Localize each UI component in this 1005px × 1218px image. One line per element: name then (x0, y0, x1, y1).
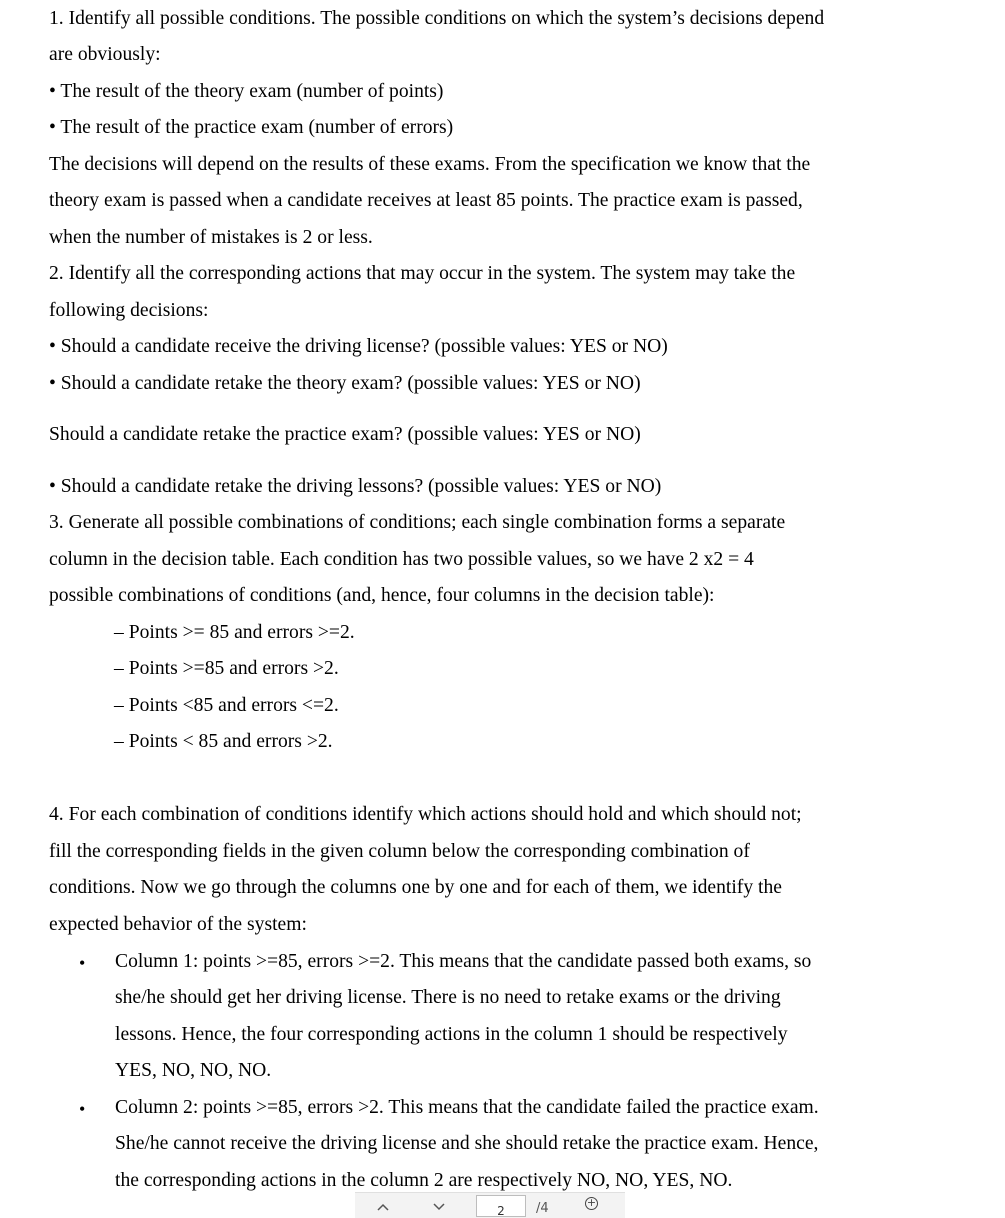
section-2-practice-line: Should a candidate retake the practice exam? (possible values: YES or NO) (49, 424, 641, 445)
page-number-input[interactable]: 2 (476, 1195, 526, 1217)
section-1-heading-cont: are obviously: (49, 44, 161, 65)
column-1-line: she/he should get her driving license. There is no need to retake exams or the driving (115, 987, 781, 1008)
column-2-line: the corresponding actions in the column 2 are respectively NO, NO, YES, NO. (115, 1170, 733, 1191)
combination-item: – Points >=85 and errors >2. (114, 658, 339, 679)
section-1-bullet-practice: • The result of the practice exam (number of errors) (49, 117, 454, 138)
section-3-line: column in the decision table. Each condition has two possible values, so we have 2 x2 = 4 (49, 549, 754, 570)
section-2-heading-cont: following decisions: (49, 300, 209, 321)
chevron-up-icon[interactable] (377, 1201, 389, 1215)
bullet-icon: • (79, 953, 86, 973)
combination-item: – Points <85 and errors <=2. (114, 695, 339, 716)
column-2-line: She/he cannot receive the driving license and she should retake the practice exam. Hence, (115, 1133, 819, 1154)
zoom-in-icon[interactable]: + (586, 1196, 597, 1209)
pdf-viewer-toolbar (355, 1192, 625, 1218)
column-2-line: Column 2: points >=85, errors >2. This means that the candidate failed the practice exam. (115, 1097, 819, 1118)
section-2-heading: 2. Identify all the corresponding actions that may occur in the system. The system may take the (49, 263, 796, 284)
section-4-line: fill the corresponding fields in the given column below the corresponding combination of (49, 841, 750, 862)
section-1-para-line: theory exam is passed when a candidate receives at least 85 points. The practice exam is passed, (49, 190, 803, 211)
column-1-line: YES, NO, NO, NO. (115, 1060, 272, 1081)
section-1-bullet-theory: • The result of the theory exam (number of points) (49, 81, 444, 102)
section-2-bullet-lessons: • Should a candidate retake the driving lessons? (possible values: YES or NO) (49, 476, 662, 497)
combination-item: – Points >= 85 and errors >=2. (114, 622, 355, 643)
section-4-heading: 4. For each combination of conditions identify which actions should hold and which should not; (49, 804, 802, 825)
section-4-line: conditions. Now we go through the columns one by one and for each of them, we identify the (49, 877, 782, 898)
page-total: /4 (536, 1201, 549, 1216)
section-2-bullet-theory: • Should a candidate retake the theory exam? (possible values: YES or NO) (49, 373, 641, 394)
section-1-para-line: The decisions will depend on the results of these exams. From the specification we know that the (49, 154, 811, 175)
section-3-line: possible combinations of conditions (and, hence, four columns in the decision table): (49, 585, 715, 606)
column-1-line: lessons. Hence, the four corresponding actions in the column 1 should be respectively (115, 1024, 788, 1045)
chevron-down-icon[interactable] (433, 1201, 445, 1215)
section-3-heading: 3. Generate all possible combinations of conditions; each single combination forms a separate (49, 512, 786, 533)
combination-item: – Points < 85 and errors >2. (114, 731, 333, 752)
column-1-line: Column 1: points >=85, errors >=2. This means that the candidate passed both exams, so (115, 951, 812, 972)
section-4-line: expected behavior of the system: (49, 914, 307, 935)
section-1-heading: 1. Identify all possible conditions. The possible conditions on which the system’s decisions depend (49, 8, 825, 29)
section-2-bullet-license: • Should a candidate receive the driving license? (possible values: YES or NO) (49, 336, 668, 357)
bullet-icon: • (79, 1099, 86, 1119)
section-1-para-line: when the number of mistakes is 2 or less. (49, 227, 373, 248)
